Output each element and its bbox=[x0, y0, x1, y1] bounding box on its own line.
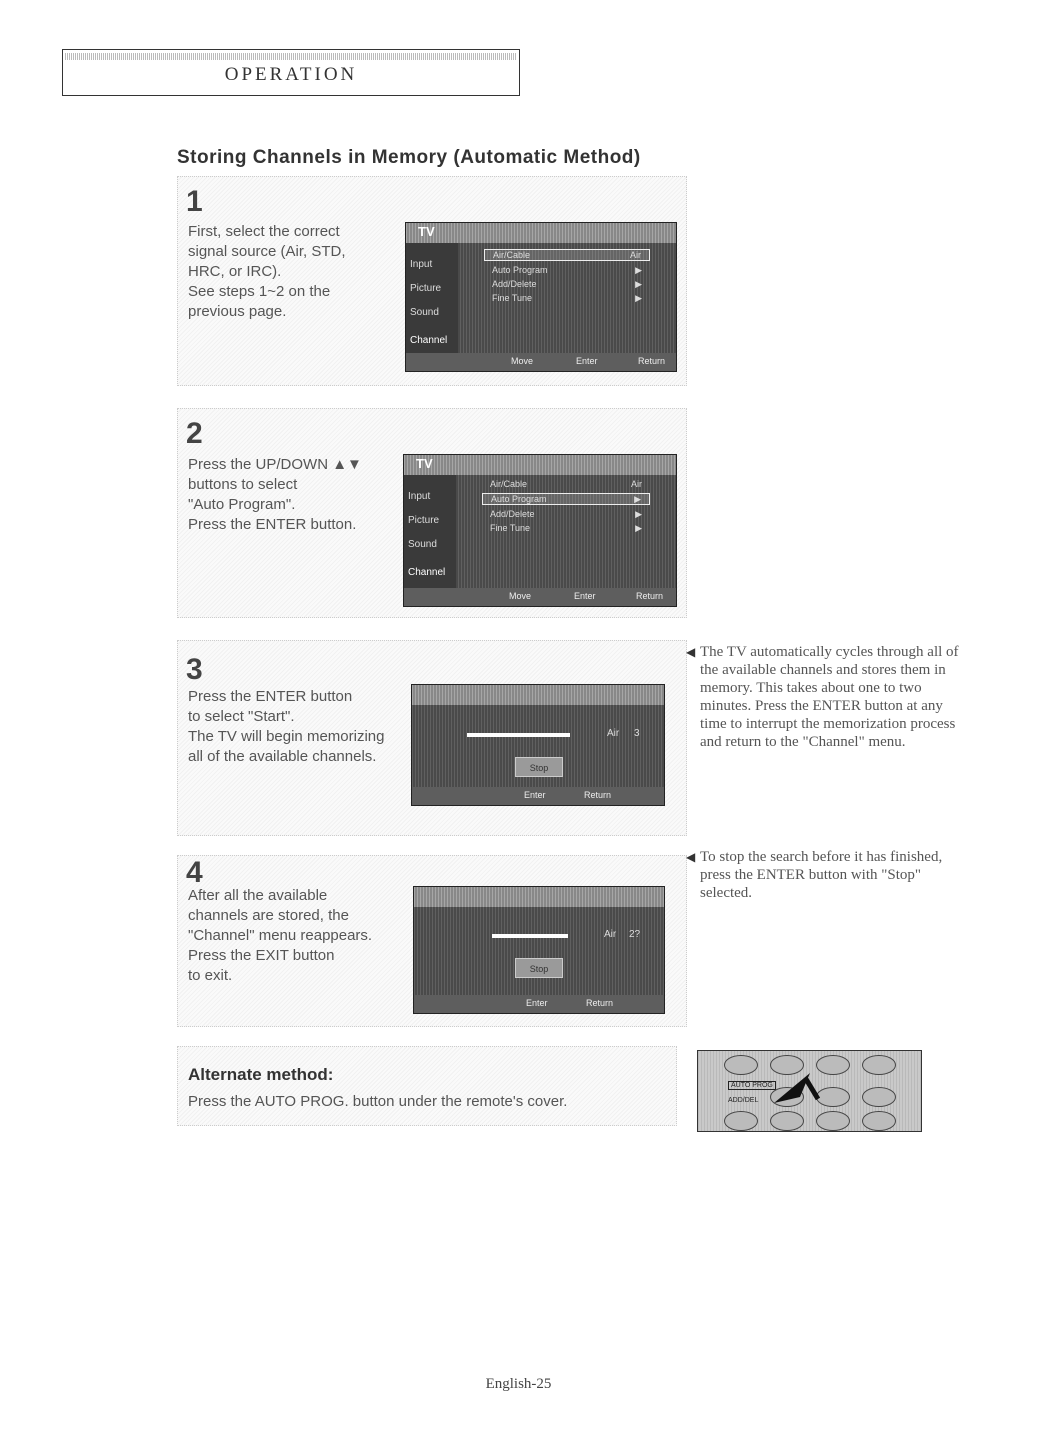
tv-side-sound: Sound bbox=[408, 539, 437, 550]
remote-button-icon bbox=[816, 1087, 850, 1107]
step-3-panel bbox=[177, 640, 687, 836]
stop-button[interactable]: Stop bbox=[515, 958, 563, 978]
tv-return-label: Return bbox=[586, 998, 614, 1008]
stop-button[interactable]: Stop bbox=[515, 757, 563, 777]
tv-move-label: Move bbox=[511, 356, 534, 366]
step-number: 3 bbox=[186, 653, 203, 686]
step-1-panel bbox=[177, 176, 687, 386]
tv-menu-item: Auto Program ▶ bbox=[482, 493, 650, 505]
remote-button-icon bbox=[862, 1055, 896, 1075]
tv-bottom-bar bbox=[412, 787, 664, 805]
tv-enter-label: Enter bbox=[576, 356, 598, 366]
step-text: Press the UP/DOWN ▲▼ buttons to select "Auto Program". Press the ENTER button. bbox=[188, 456, 362, 533]
progress-bar bbox=[492, 934, 568, 938]
tv-bottom-bar bbox=[406, 353, 676, 371]
step-number: 1 bbox=[186, 185, 203, 218]
tv-side-picture: Picture bbox=[408, 515, 440, 526]
tv-menu-item: Air/Cable Air bbox=[484, 249, 650, 261]
tv-side-picture: Picture bbox=[410, 283, 442, 294]
note-text: The TV automatically cycles through all of the available channels and stores them in memory. This takes about one to two minutes. Press the ENTER button at any time to interrupt the memorization process and return to the "Channel" menu. bbox=[700, 644, 959, 750]
header-band bbox=[65, 53, 517, 60]
tv-menu-item: Air/Cable Air bbox=[490, 479, 642, 489]
step-text: First, select the correct signal source (Air, STD, HRC, or IRC). See steps 1~2 on the previous page. bbox=[188, 223, 346, 320]
step-2-panel bbox=[177, 408, 687, 618]
note-text: To stop the search before it has finished, press the ENTER button with "Stop" selected. bbox=[700, 849, 943, 901]
progress-bar bbox=[467, 733, 570, 737]
note-arrow-icon: ◀ bbox=[686, 645, 696, 659]
tv-return-label: Return bbox=[636, 591, 664, 601]
signal-label: Air bbox=[604, 929, 617, 940]
tv-side-channel: Channel bbox=[410, 335, 448, 346]
tv-menu-item: Auto Program ▶ bbox=[492, 265, 642, 275]
tv-label: TV bbox=[416, 456, 433, 471]
note-stop-search bbox=[686, 848, 970, 902]
alternate-heading: Alternate method: bbox=[188, 1065, 334, 1084]
tv-menu-screen bbox=[405, 222, 677, 372]
tv-side-input: Input bbox=[410, 259, 433, 270]
tv-enter-label: Enter bbox=[524, 790, 546, 800]
channel-number: 2? bbox=[629, 929, 641, 940]
note-arrow-icon: ◀ bbox=[686, 850, 696, 864]
tv-menu-item: Fine Tune ▶ bbox=[492, 293, 642, 303]
tv-side-sound: Sound bbox=[410, 307, 439, 318]
tv-menu-item: Add/Delete ▶ bbox=[492, 279, 642, 289]
remote-button-icon bbox=[816, 1055, 850, 1075]
tv-return-label: Return bbox=[638, 356, 666, 366]
tv-enter-label: Enter bbox=[526, 998, 548, 1008]
signal-label: Air bbox=[607, 728, 620, 739]
tv-titlebar bbox=[412, 685, 664, 705]
note-auto-cycle bbox=[686, 643, 970, 751]
remote-button-icon bbox=[816, 1111, 850, 1131]
remote-button-icon bbox=[724, 1111, 758, 1131]
pointer-arrow-icon bbox=[770, 1069, 820, 1109]
remote-button-icon bbox=[724, 1055, 758, 1075]
step-4-panel bbox=[177, 855, 687, 1027]
step-number: 2 bbox=[186, 417, 203, 450]
remote-button-icon bbox=[770, 1111, 804, 1131]
add-del-label: ADD/DEL bbox=[728, 1097, 759, 1104]
step-text: Press the ENTER button to select "Start". The TV will begin memorizing all of the available channels. bbox=[188, 688, 385, 765]
tv-menu-item: Fine Tune ▶ bbox=[490, 523, 642, 533]
step-number: 4 bbox=[186, 856, 203, 889]
tv-bottom-bar bbox=[414, 995, 664, 1013]
remote-control-illustration bbox=[697, 1050, 922, 1132]
step-text: After all the available channels are stored, the "Channel" menu reappears. Press the EXIT button to exit. bbox=[188, 887, 373, 984]
tv-enter-label: Enter bbox=[574, 591, 596, 601]
tv-side-channel: Channel bbox=[408, 567, 446, 578]
auto-prog-label: AUTO PROG bbox=[728, 1081, 776, 1090]
tv-sidebar bbox=[406, 243, 458, 353]
header-box bbox=[62, 49, 520, 96]
channel-number: 3 bbox=[634, 728, 640, 739]
auto-program-screen bbox=[413, 886, 665, 1014]
section-title: Storing Channels in Memory (Automatic Method) bbox=[177, 147, 641, 168]
remote-button-icon bbox=[862, 1111, 896, 1131]
tv-titlebar bbox=[404, 455, 676, 475]
tv-titlebar bbox=[414, 887, 664, 907]
tv-side-input: Input bbox=[408, 491, 431, 502]
tv-label: TV bbox=[418, 224, 435, 239]
tv-move-label: Move bbox=[509, 591, 532, 601]
tv-menu-item: Add/Delete ▶ bbox=[490, 509, 642, 519]
tv-menu-screen bbox=[403, 454, 677, 607]
header-title: OPERATION bbox=[224, 64, 358, 85]
tv-return-label: Return bbox=[584, 790, 612, 800]
tv-sidebar bbox=[404, 475, 456, 588]
tv-bottom-bar bbox=[404, 588, 676, 606]
alternate-method-panel bbox=[177, 1046, 677, 1126]
tv-titlebar bbox=[406, 223, 676, 243]
auto-program-screen bbox=[411, 684, 665, 806]
alternate-text: Press the AUTO PROG. button under the remote's cover. bbox=[188, 1093, 568, 1110]
page-footer: English-25 bbox=[485, 1376, 552, 1392]
remote-button-icon bbox=[862, 1087, 896, 1107]
